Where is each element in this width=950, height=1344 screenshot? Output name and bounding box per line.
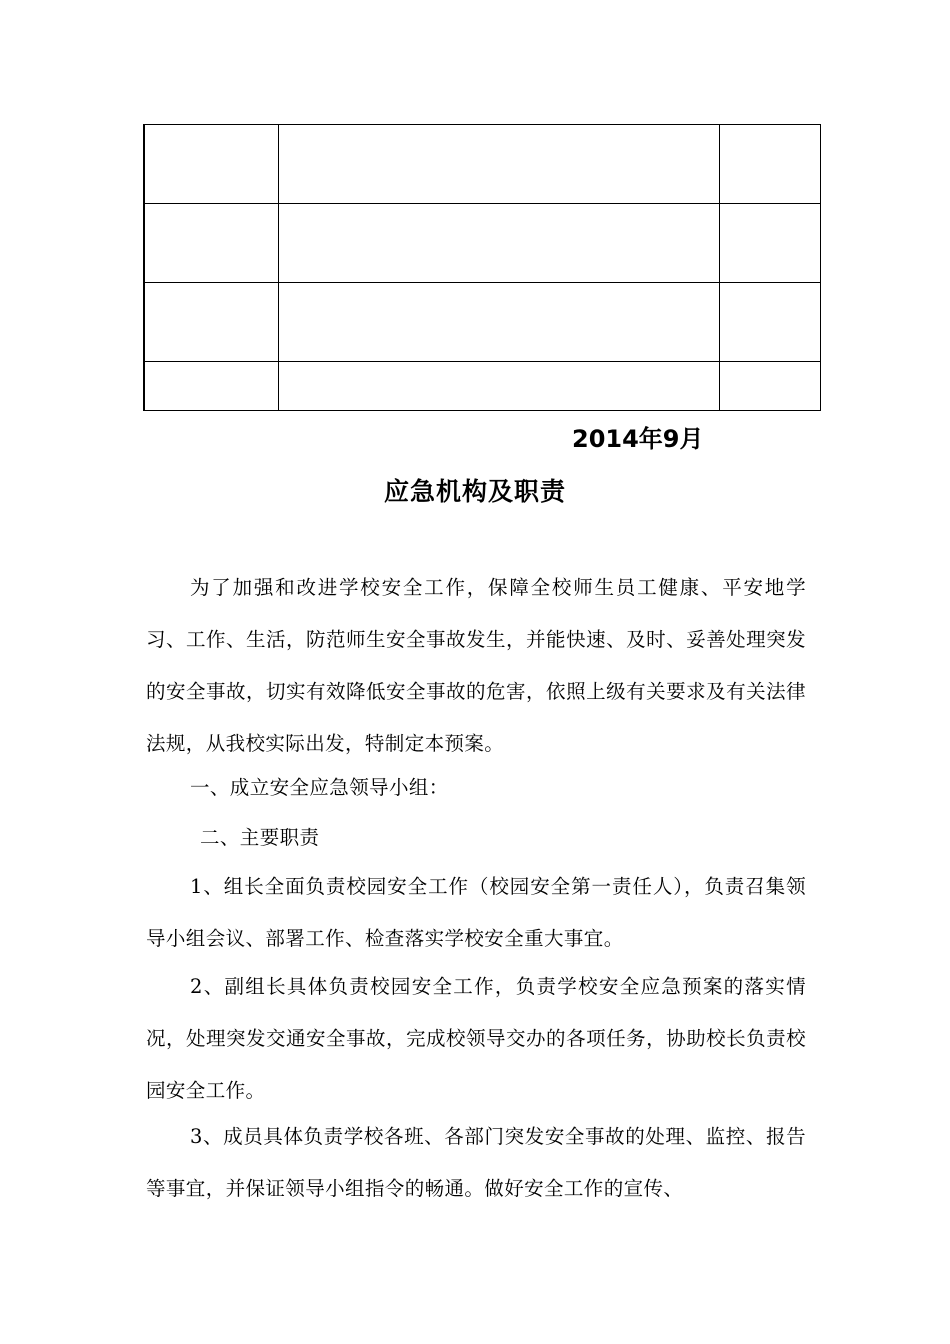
table-cell [144, 204, 278, 283]
section-heading-leadership-group: 一、成立安全应急领导小组： [190, 776, 449, 799]
blank-table [143, 124, 821, 411]
table-cell [719, 204, 820, 283]
duty-paragraph-deputy: 2、副组长具体负责校园安全工作，负责学校安全应急预案的落实情况，处理突发交通安全事故，完成校领导交办的各项任务，协助校长负责校园安全工作。 [146, 975, 806, 1102]
table-cell [278, 283, 719, 362]
intro-paragraph: 为了加强和改进学校安全工作，保障全校师生员工健康、平安地学习、工作、生活，防范师生安全事故发生，并能快速、及时、妥善处理突发的安全事故，切实有效降低安全事故的危害，依照上级有关要求及有关法律法规，从我校实际出发，特制定本预案。 [146, 576, 806, 755]
table-row [144, 204, 820, 283]
document-date: 2014年9月 [572, 425, 704, 453]
table-cell [278, 204, 719, 283]
table-row [144, 125, 820, 204]
duty-paragraph-members: 3、成员具体负责学校各班、各部门突发安全事故的处理、监控、报告等事宜，并保证领导小组指令的畅通。做好安全工作的宣传、 [146, 1125, 806, 1200]
section-heading-duties: 二、主要职责 [200, 826, 320, 849]
table-cell [719, 125, 820, 204]
table-cell [719, 362, 820, 411]
table-row [144, 283, 820, 362]
document-title: 应急机构及职责 [383, 477, 566, 506]
table-cell [278, 362, 719, 411]
table-cell [278, 125, 719, 204]
table-row [144, 362, 820, 411]
table-cell [719, 283, 820, 362]
table-cell [144, 283, 278, 362]
table-cell [144, 125, 278, 204]
table-cell [144, 362, 278, 411]
duty-paragraph-leader: 1、组长全面负责校园安全工作（校园安全第一责任人），负责召集领导小组会议、部署工作、检查落实学校安全重大事宜。 [146, 875, 806, 950]
